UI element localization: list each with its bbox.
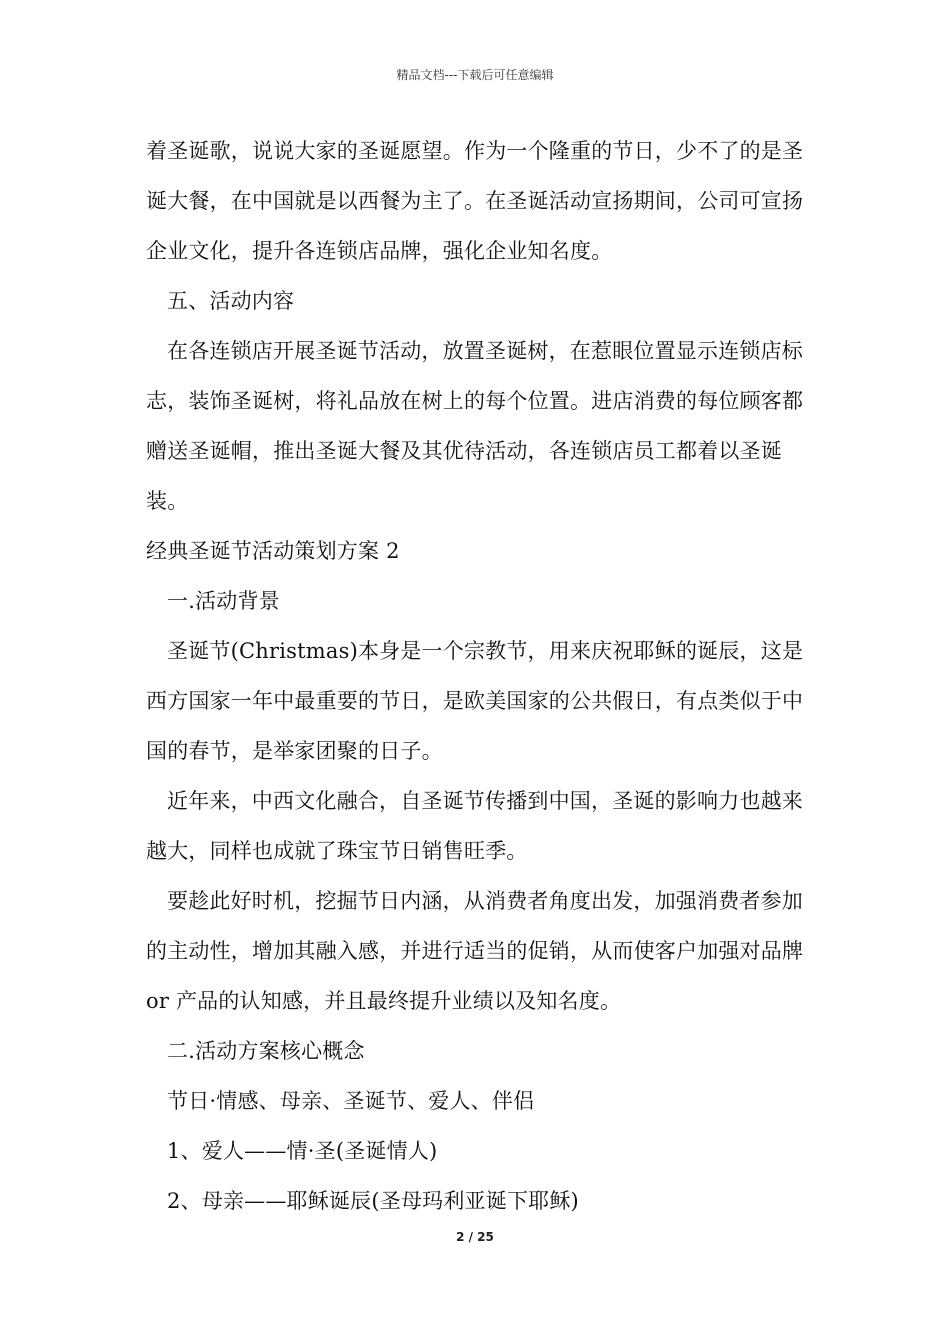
paragraph: 圣诞节(Christmas)本身是一个宗教节，用来庆祝耶稣的诞辰，这是西方国家一年中最重要的节日，是欧美国家的公共假日，有点类似于中国的春节，是举家团聚的日子。: [146, 639, 804, 763]
paragraph: 近年来，中西文化融合，自圣诞节传播到中国，圣诞的影响力也越来越大，同样也成就了珠宝节日销售旺季。: [146, 789, 803, 863]
section-heading: 二.活动方案核心概念: [167, 1039, 365, 1063]
paragraph: 在各连锁店开展圣诞节活动，放置圣诞树，在惹眼位置显示连锁店标志，装饰圣诞树，将礼品放在树上的每个位置。进店消费的每位顾客都赠送圣诞帽，推出圣诞大餐及其优待活动，各连锁店员工都着以圣诞装。: [146, 339, 804, 513]
list-item: 2、母亲——耶稣诞辰(圣母玛利亚诞下耶稣): [167, 1189, 579, 1213]
paragraph: 要趁此好时机，挖掘节日内涵，从消费者角度出发，加强消费者参加的主动性，增加其融入感，并进行适当的促销，从而使客户加强对品牌 or 产品的认知感，并且最终提升业绩以及知名度。: [146, 889, 804, 1013]
page-number: 2 / 25: [456, 1230, 494, 1244]
paragraph: 着圣诞歌，说说大家的圣诞愿望。作为一个隆重的节日，少不了的是圣诞大餐，在中国就是以西餐为主了。在圣诞活动宣扬期间，公司可宣扬企业文化，提升各连锁店品牌，强化企业知名度。: [146, 139, 804, 263]
page-header: 精品文档---下载后可任意编辑: [396, 68, 554, 82]
paragraph: 节日·情感、母亲、圣诞节、爱人、伴侣: [167, 1089, 535, 1113]
section-heading: 一.活动背景: [167, 589, 280, 613]
document-body: [146, 126, 808, 1226]
section-heading: 五、活动内容: [167, 289, 295, 313]
document-title: 经典圣诞节活动策划方案 2: [146, 539, 400, 563]
list-item: 1、爱人——情·圣(圣诞情人): [167, 1139, 438, 1163]
